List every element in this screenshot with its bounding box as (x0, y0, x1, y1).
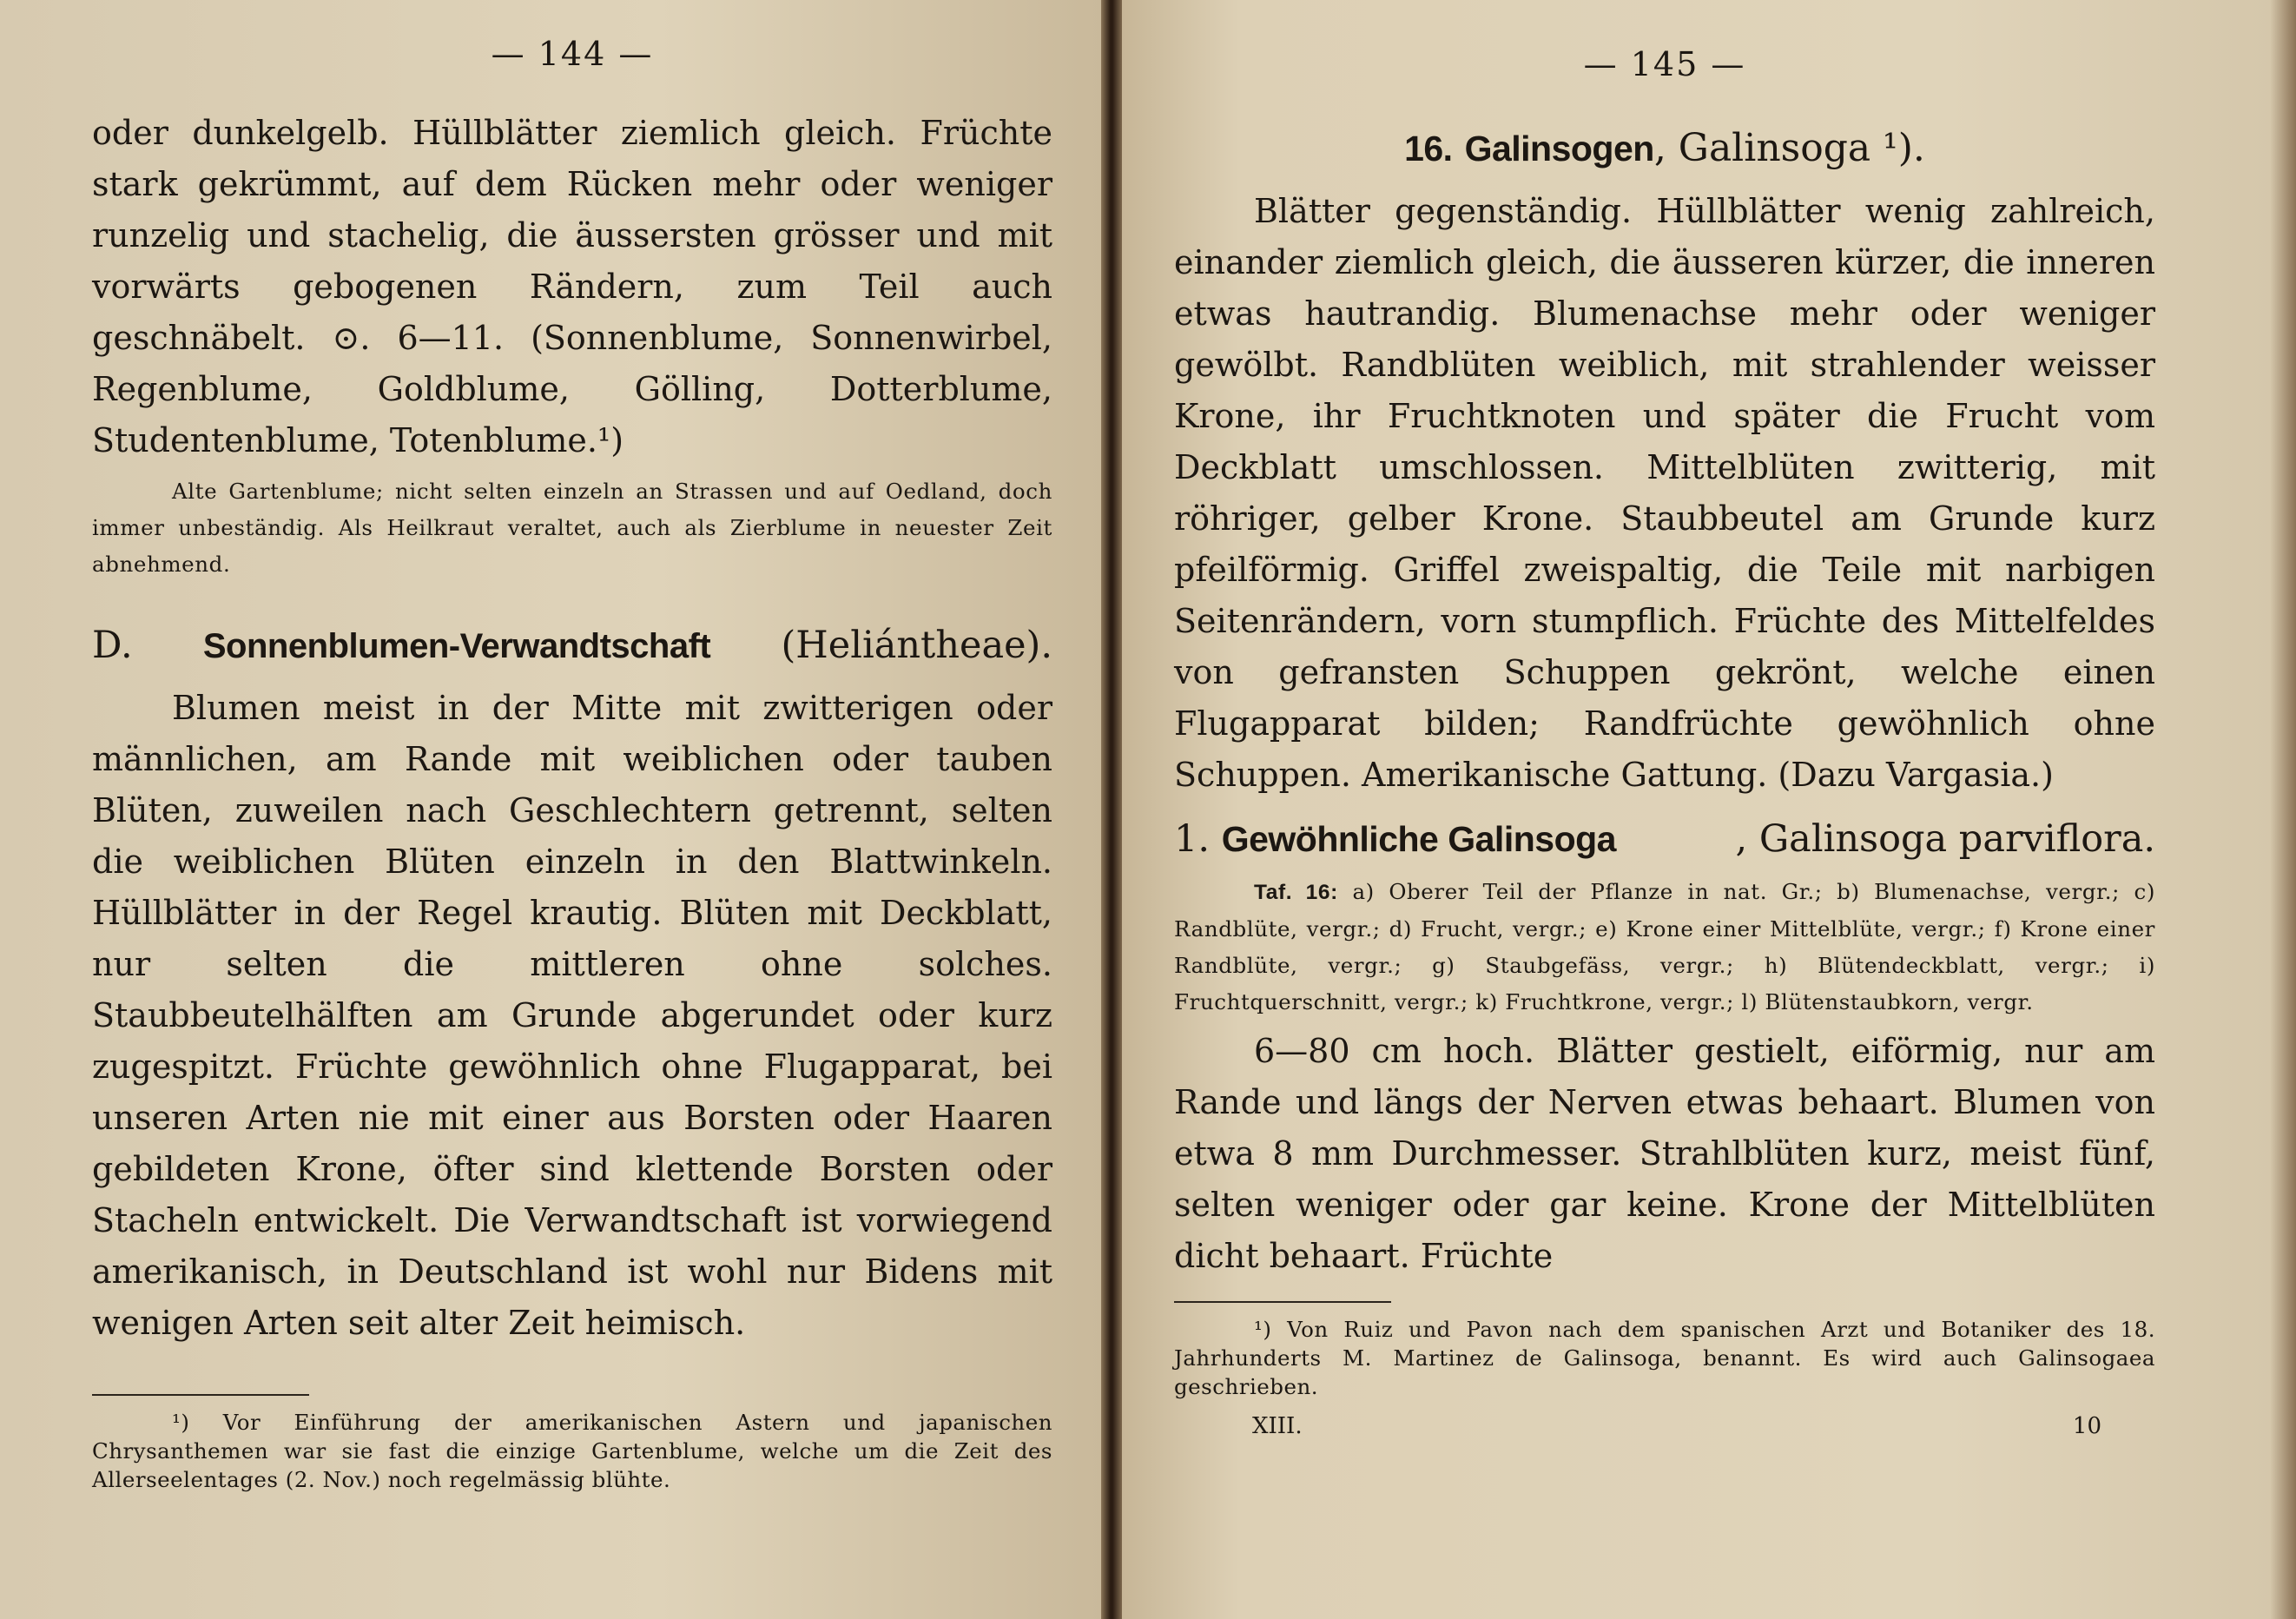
body-paragraph: oder dunkelgelb. Hüllblätter ziemlich gleich. Früchte stark gekrümmt, auf dem Rücken mehr oder weniger runzelig und stachelig, die äussersten grösser und mit vorwärts gebogenen Rändern, zum Teil auch geschnäbelt. ⊙. 6—11. (Sonnenblume, Sonnenwirbel, Regenblume, Goldblume, Gölling, Dotterblume, Studentenblume, Totenblume.¹) (92, 114, 1052, 459)
plate-text: a) Oberer Teil der Pflanze in nat. Gr.; b) Blumenachse, vergr.; c) Randblüte, vergr.; d) Frucht, vergr.; e) Krone einer Mittelblüte, vergr.; f) Krone einer Randblüte, vergr.; g) Staubgefäss, vergr.; h) Blütendeckblatt, vergr.; i) Fruchtquerschnitt, vergr.; k) Fruchtkrone, vergr.; l) Blütenstaubkorn, vergr. (1174, 879, 2155, 1014)
section-heading (92, 618, 1052, 674)
right-page (1122, 0, 2296, 1619)
genus-heading (1174, 118, 2155, 179)
right-page-content (1174, 45, 2155, 1439)
footnote: ¹) Vor Einführung der amerikanischen Astern und japanischen Chrysanthemen war sie fast die einzige Gartenblume, welche um die Zeit des Allerseelentages (2. Nov.) noch regelmässig blühte. (92, 1410, 1052, 1492)
footnote-rule (1174, 1301, 1391, 1303)
section-paragraph: Blumen meist in der Mitte mit zwitterigen oder männlichen, am Rande mit weiblichen oder tauben Blüten, zuweilen nach Geschlechtern getrennt, selten die weiblichen Blüten einzeln in den Blattwinkeln. Hüllblätter in der Regel krautig. Blüten mit Deckblatt, nur selten die mittleren ohne solches. Staubbeutelhälften am Grunde abgerundet oder kurz zugespitzt. Früchte gewöhnlich ohne Flugapparat, bei unseren Arten nie mit einer aus Borsten oder Haaren gebildeten Krone, öfter sind klettende Borsten oder Stacheln entwickelt. Die Verwandtschaft ist vorwiegend amerikanisch, in Deutschland ist wohl nur Bidens mit wenigen Arten seit alter Zeit heimisch. (92, 689, 1052, 1342)
plate-label: Taf. 16: (1254, 881, 1338, 904)
page-number: — 145 — (1583, 45, 1746, 83)
section-title: Sonnenblumen-Verwandtschaft (202, 627, 711, 665)
signature-line (1174, 1413, 2155, 1439)
page-number: — 144 — (491, 35, 654, 73)
page-edge-shadow (2270, 0, 2296, 1619)
footnote-rule (92, 1394, 309, 1396)
species-paragraph: 6—80 cm hoch. Blätter gestielt, eiförmig, nur am Rande und längs der Nerven etwas behaart. Blumen von etwa 8 mm Durchmesser. Strahlblüten kurz, meist fünf, selten weniger oder gar keine. Krone der Mittelblüten dicht behaart. Früchte (1174, 1032, 2155, 1275)
plate-caption (1174, 874, 2155, 1021)
sheet-number: 10 (2072, 1413, 2101, 1439)
footnote: ¹) Von Ruiz und Pavon nach dem spanischen Arzt und Botaniker des 18. Jahrhunderts M. Martinez de Galinsoga, benannt. Es wird auch Galinsogaea geschrieben. (1174, 1317, 2155, 1399)
book-gutter (1101, 0, 1122, 1619)
section-latin-name: (Heliántheae). (781, 624, 1052, 667)
left-page-content (92, 35, 1052, 1494)
species-latin-name: , Galinsoga parviflora. (1735, 817, 2155, 861)
species-number: 1. (1174, 817, 1211, 861)
signature-mark: XIII. (1252, 1413, 1303, 1439)
species-heading (1174, 811, 2155, 867)
genus-latin-name: , Galinsoga ¹). (1653, 126, 1925, 170)
note-paragraph: Alte Gartenblume; nicht selten einzeln an Strassen und auf Oedland, doch immer unbeständig. Als Heilkraut veraltet, auch als Zierblume in neuester Zeit abnehmend. (92, 479, 1052, 577)
genus-paragraph: Blätter gegenständig. Hüllblätter wenig zahlreich, einander ziemlich gleich, die äusseren kürzer, die inneren etwas hautrandig. Blumenachse mehr oder weniger gewölbt. Randblüten weiblich, mit strahlender weisser Krone, ihr Fruchtknoten und später die Frucht vom Deckblatt umschlossen. Mittelblüten zwitterig, mit röhriger, gelber Krone. Staubbeutel am Grunde kurz pfeilförmig. Griffel zweispaltig, die Teile mit narbigen Seitenrändern, vorn stumpflich. Früchte des Mittelfeldes von gefransten Schuppen gekrönt, welche einen Flugapparat bilden; Randfrüchte gewöhnlich ohne Schuppen. Amerikanische Gattung. (Dazu Vargasia.) (1174, 192, 2155, 794)
genus-title: Galinsogen (1464, 129, 1654, 169)
section-letter: D. (92, 624, 133, 667)
genus-number: 16. (1404, 129, 1453, 169)
species-title: Gewöhnliche Galinsoga (1221, 819, 1616, 859)
left-page (0, 0, 1101, 1619)
